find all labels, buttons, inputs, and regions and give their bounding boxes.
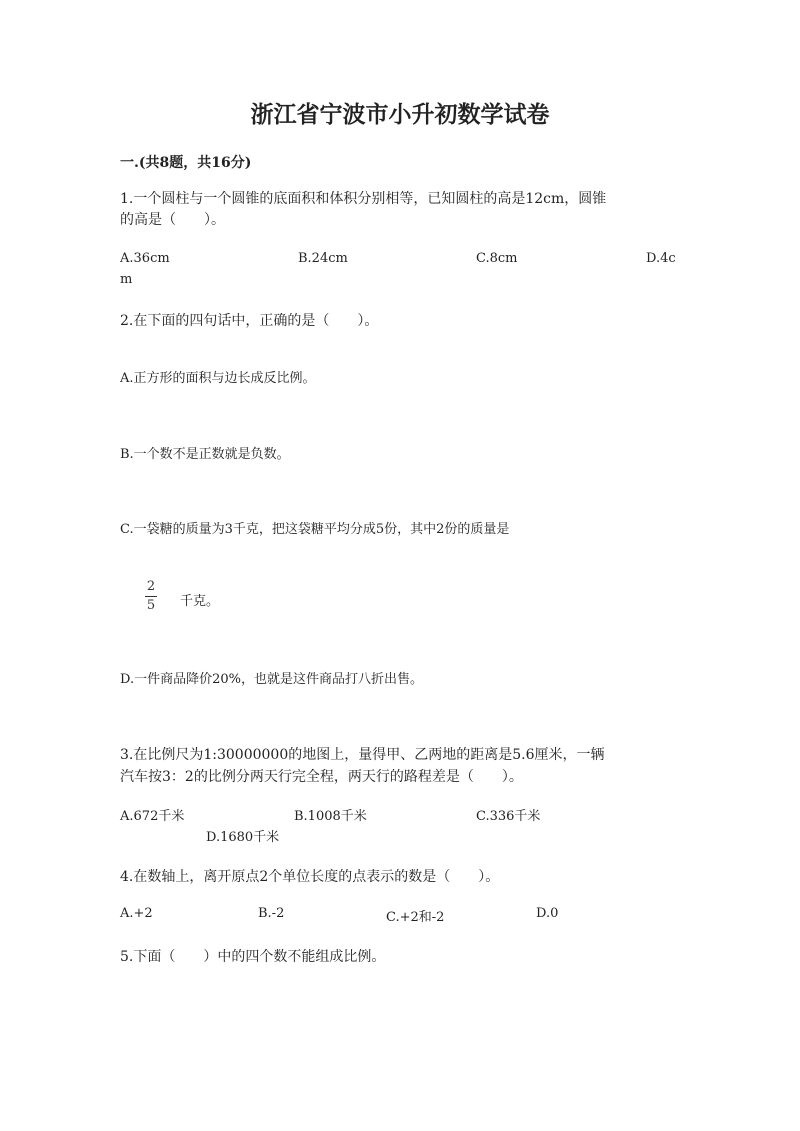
q1-stem-line2: 的高是（ ）。	[120, 212, 225, 228]
q4-option-b: B.-2	[258, 906, 285, 921]
q2-option-b: B.一个数不是正数就是负数。	[120, 447, 290, 462]
q2-option-c: C.一袋糖的质量为3千克，把这袋糖平均分成5份，其中2份的质量是	[120, 522, 510, 537]
exam-title: 浙江省宁波市小升初数学试卷	[250, 101, 550, 128]
q2-stem: 2.在下面的四句话中，正确的是（ ）。	[120, 313, 379, 329]
q1-option-d-wrap: m	[120, 272, 133, 287]
q4-option-a: A.+2	[120, 906, 153, 921]
q1-option-c: C.8cm	[476, 251, 518, 266]
q2-option-c-unit: 千克。	[180, 594, 220, 609]
q2-option-a: A.正方形的面积与边长成反比例。	[120, 371, 316, 386]
q1-option-a: A.36cm	[120, 251, 170, 266]
fraction-denominator: 5	[146, 598, 156, 613]
q3-option-c: C.336千米	[476, 809, 541, 824]
q1-option-b: B.24cm	[298, 251, 348, 266]
fraction-bar	[145, 596, 157, 597]
q3-option-b: B.1008千米	[294, 809, 367, 824]
fraction-numerator: 2	[146, 579, 156, 594]
q4-stem: 4.在数轴上，离开原点2个单位长度的点表示的数是（ ）。	[120, 869, 500, 885]
q3-option-a: A.672千米	[120, 809, 185, 824]
q4-option-d: D.0	[536, 906, 559, 921]
q1-stem-line1: 1.一个圆柱与一个圆锥的底面积和体积分别相等，已知圆柱的高是12cm，圆锥	[120, 191, 607, 207]
q4-option-c: C.+2和-2	[386, 910, 445, 925]
q2-option-d: D.一件商品降价20%，也就是这件商品打八折出售。	[120, 672, 423, 687]
q1-option-d: D.4c	[646, 251, 676, 266]
q3-stem-line1: 3.在比例尺为1:30000000的地图上，量得甲、乙两地的距离是5.6厘米，一辆	[120, 747, 605, 763]
q3-option-d: D.1680千米	[206, 830, 280, 845]
q5-stem: 5.下面（ ）中的四个数不能组成比例。	[120, 949, 386, 965]
q2-option-c-fraction	[145, 580, 157, 613]
q3-stem-line2: 汽车按3：2的比例分两天行完全程，两天行的路程差是（ ）。	[120, 769, 523, 785]
section-heading: 一.(共8题，共16分)	[120, 155, 252, 171]
